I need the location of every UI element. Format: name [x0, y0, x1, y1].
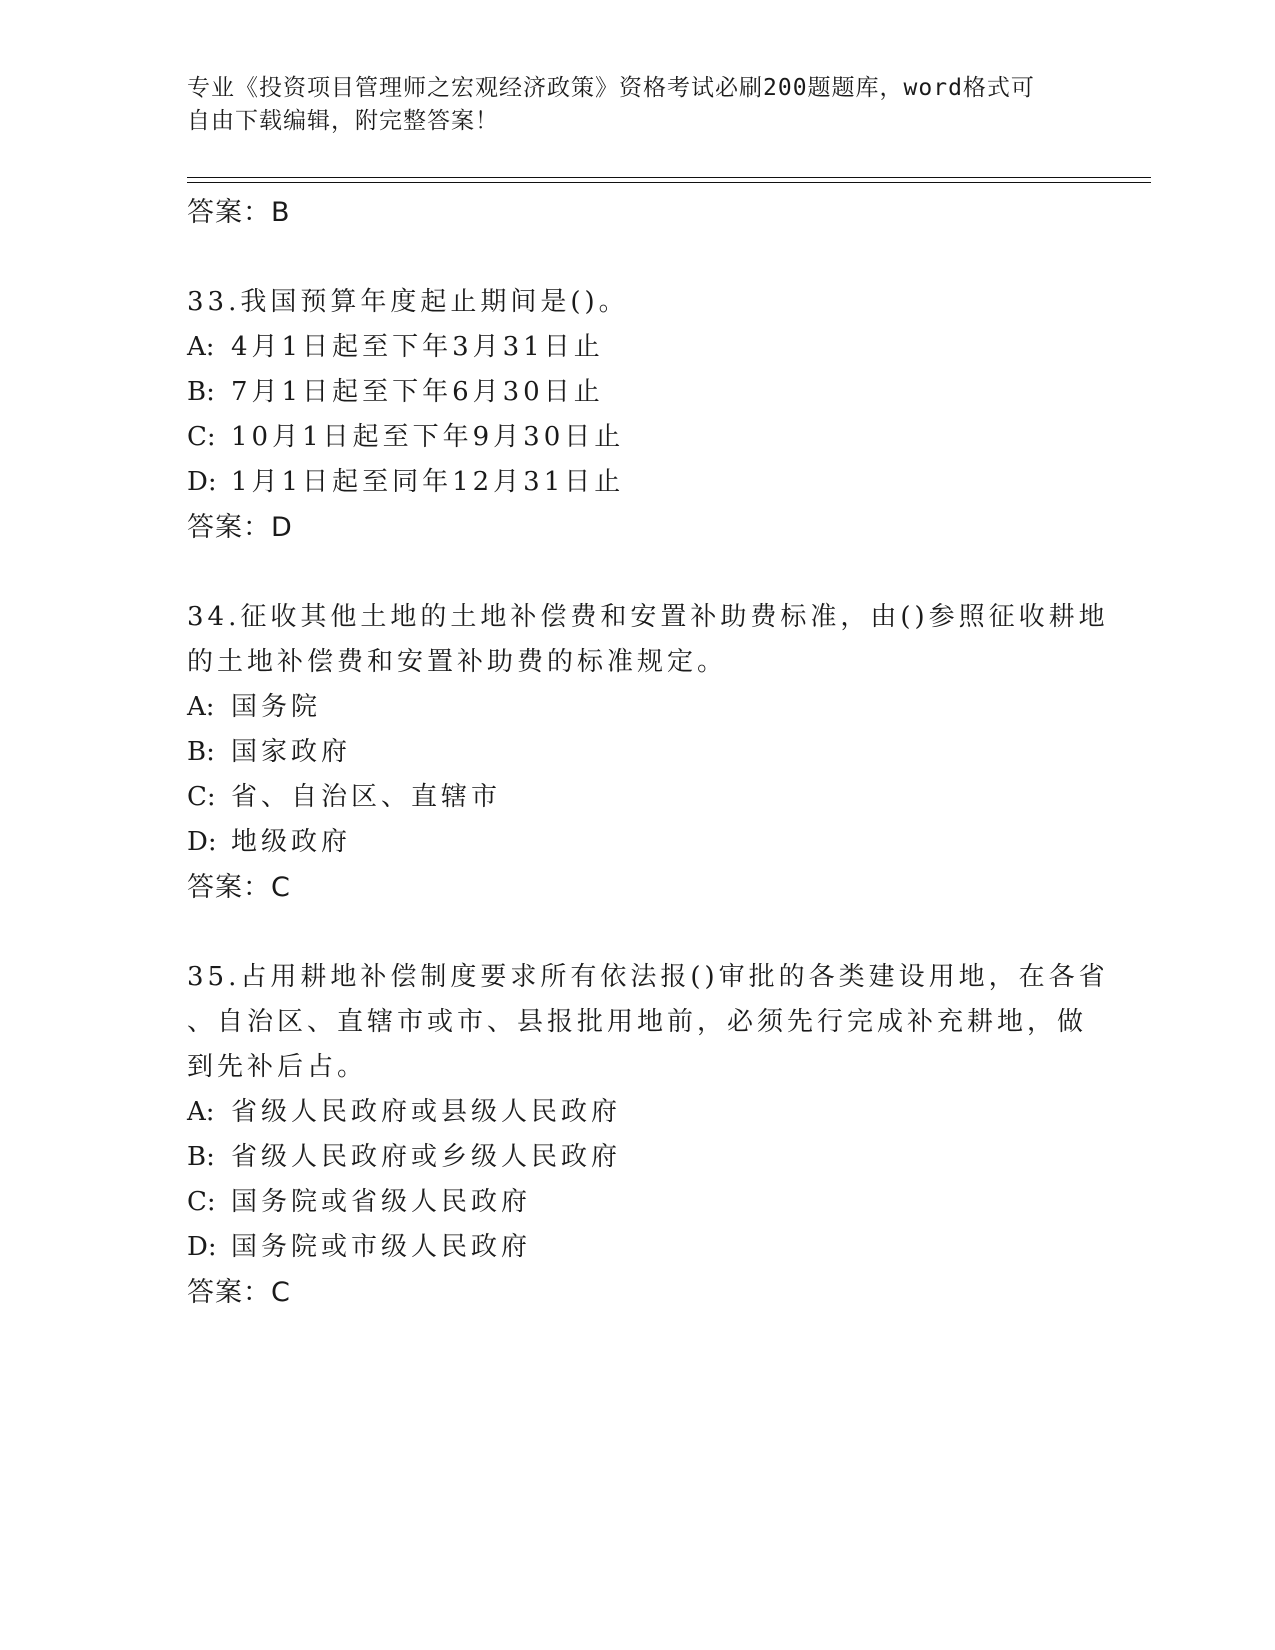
answer-line: 答案：D — [187, 512, 293, 543]
question-33 — [187, 280, 1107, 551]
option-d — [187, 1225, 1107, 1270]
question-text: 的土地补偿费和安置补助费的标准规定。 — [187, 647, 728, 677]
header-divider-top — [187, 177, 1151, 178]
option-label: A: — [187, 332, 215, 362]
question-text: 、自治区、直辖市或市、县报批用地前，必须先行完成补充耕地，做 — [187, 1007, 1088, 1037]
question-34 — [187, 595, 1107, 911]
option-b — [187, 370, 1107, 415]
question-text: 34.征收其他土地的土地补偿费和安置补助费标准，由()参照征收耕地 — [187, 602, 1109, 632]
option-label: B: — [187, 737, 215, 767]
option-label: D: — [187, 467, 217, 497]
question-35 — [187, 955, 1107, 1316]
question-text: 35.占用耕地补偿制度要求所有依法报()审批的各类建设用地，在各省 — [187, 962, 1109, 992]
option-text: 10月1日起至下年9月30日止 — [231, 422, 625, 452]
answer-line: 答案：C — [187, 1277, 291, 1308]
option-label: D: — [187, 827, 217, 857]
option-text: 国家政府 — [231, 737, 352, 767]
option-label: A: — [187, 1097, 215, 1127]
option-text: 国务院 — [231, 692, 322, 722]
option-text: 1月1日起至同年12月31日止 — [231, 467, 625, 497]
option-text: 国务院或市级人民政府 — [231, 1232, 532, 1262]
option-label: C: — [187, 422, 216, 452]
option-text: 省级人民政府或县级人民政府 — [231, 1097, 622, 1127]
question-text: 到先补后占。 — [187, 1052, 368, 1082]
option-c — [187, 415, 1107, 460]
question-text: 33.我国预算年度起止期间是()。 — [187, 287, 629, 317]
option-c — [187, 775, 1107, 820]
option-a — [187, 325, 1107, 370]
option-text: 7月1日起至下年6月30日止 — [231, 377, 604, 407]
header-line-2: 自由下载编辑，附完整答案！ — [187, 108, 499, 134]
option-label: C: — [187, 1187, 216, 1217]
option-d — [187, 460, 1107, 505]
option-text: 省级人民政府或乡级人民政府 — [231, 1142, 622, 1172]
option-text: 国务院或省级人民政府 — [231, 1187, 532, 1217]
option-c — [187, 1180, 1107, 1225]
option-label: A: — [187, 692, 215, 722]
option-d — [187, 820, 1107, 865]
option-label: B: — [187, 377, 215, 407]
option-b — [187, 730, 1107, 775]
question-list — [187, 190, 1107, 1316]
option-text: 4月1日起至下年3月31日止 — [231, 332, 604, 362]
document-header — [187, 72, 1067, 138]
option-label: B: — [187, 1142, 215, 1172]
answer-line: 答案：C — [187, 872, 291, 903]
option-a — [187, 1090, 1107, 1135]
header-line-1: 专业《投资项目管理师之宏观经济政策》资格考试必刷200题题库，word格式可 — [187, 75, 1035, 101]
option-b — [187, 1135, 1107, 1180]
option-text: 地级政府 — [231, 827, 352, 857]
option-label: C: — [187, 782, 216, 812]
option-a — [187, 685, 1107, 730]
option-label: D: — [187, 1232, 217, 1262]
option-text: 省、自治区、直辖市 — [231, 782, 502, 812]
previous-answer: 答案：B — [187, 197, 291, 228]
header-divider-bottom — [187, 182, 1151, 183]
